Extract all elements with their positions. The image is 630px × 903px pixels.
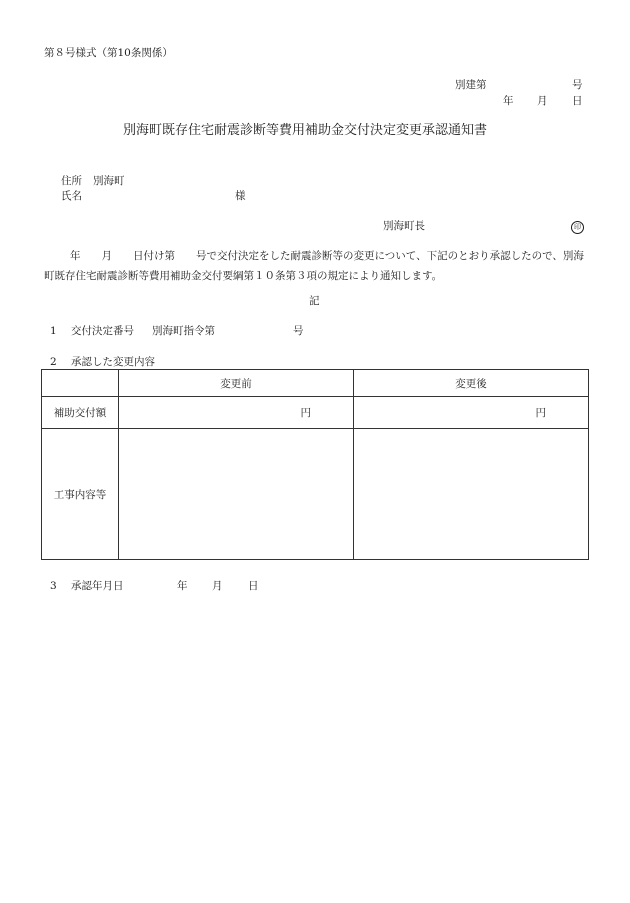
- address-label: 住所: [61, 175, 82, 187]
- work-content-before: [119, 429, 354, 560]
- subsidy-amount-after: 円: [354, 397, 589, 429]
- date-day: 日: [572, 95, 583, 107]
- name-label: 氏名: [61, 190, 82, 202]
- item1-value: 別海町指令第: [152, 325, 215, 337]
- table-row: [42, 429, 589, 560]
- date-year: 年: [503, 95, 514, 107]
- seal-mark: [571, 219, 584, 234]
- work-content-after: [354, 429, 589, 560]
- table-header-blank: [42, 370, 119, 397]
- seal-icon: 印: [571, 221, 584, 234]
- item3-month: 月: [212, 580, 223, 592]
- document-title: 別海町既存住宅耐震診断等費用補助金交付決定変更承認通知書: [123, 123, 488, 138]
- table-header-before: 変更前: [119, 370, 354, 397]
- ki-heading: 記: [309, 295, 320, 307]
- item3-label: 承認年月日: [71, 580, 124, 592]
- issuer-name: 別海町長: [383, 220, 425, 232]
- item3-day: 日: [248, 580, 259, 592]
- body-paragraph: [44, 246, 590, 286]
- doc-number-prefix: 別建第: [455, 79, 487, 91]
- table-header-row: [42, 370, 589, 397]
- item3-year: 年: [177, 580, 188, 592]
- item1-label: 交付決定番号: [71, 325, 134, 337]
- address-value: 別海町: [93, 175, 125, 187]
- changes-table: [41, 369, 589, 560]
- item2-label: 承認した変更内容: [71, 356, 155, 368]
- doc-number-suffix: 号: [572, 79, 583, 91]
- subsidy-amount-before: 円: [119, 397, 354, 429]
- body-paragraph-text: 年 月 日付け第 号で交付決定をした耐震診断等の変更について、下記のとおり承認したので、別海町既存住宅耐震診断等費用補助金交付要綱第１０条第３項の規定により通知します。: [44, 250, 584, 282]
- table-row: [42, 397, 589, 429]
- table-header-after: 変更後: [354, 370, 589, 397]
- row-label-work-content: 工事内容等: [42, 429, 119, 560]
- item3-number: 3: [50, 580, 57, 592]
- item1-suffix: 号: [293, 325, 304, 337]
- form-number: 第８号様式（第10条関係）: [44, 47, 173, 59]
- date-month: 月: [537, 95, 548, 107]
- honorific: 様: [235, 190, 246, 202]
- item1-number: 1: [50, 325, 57, 337]
- row-label-subsidy-amount: 補助交付額: [42, 397, 119, 429]
- item2-number: 2: [50, 356, 57, 368]
